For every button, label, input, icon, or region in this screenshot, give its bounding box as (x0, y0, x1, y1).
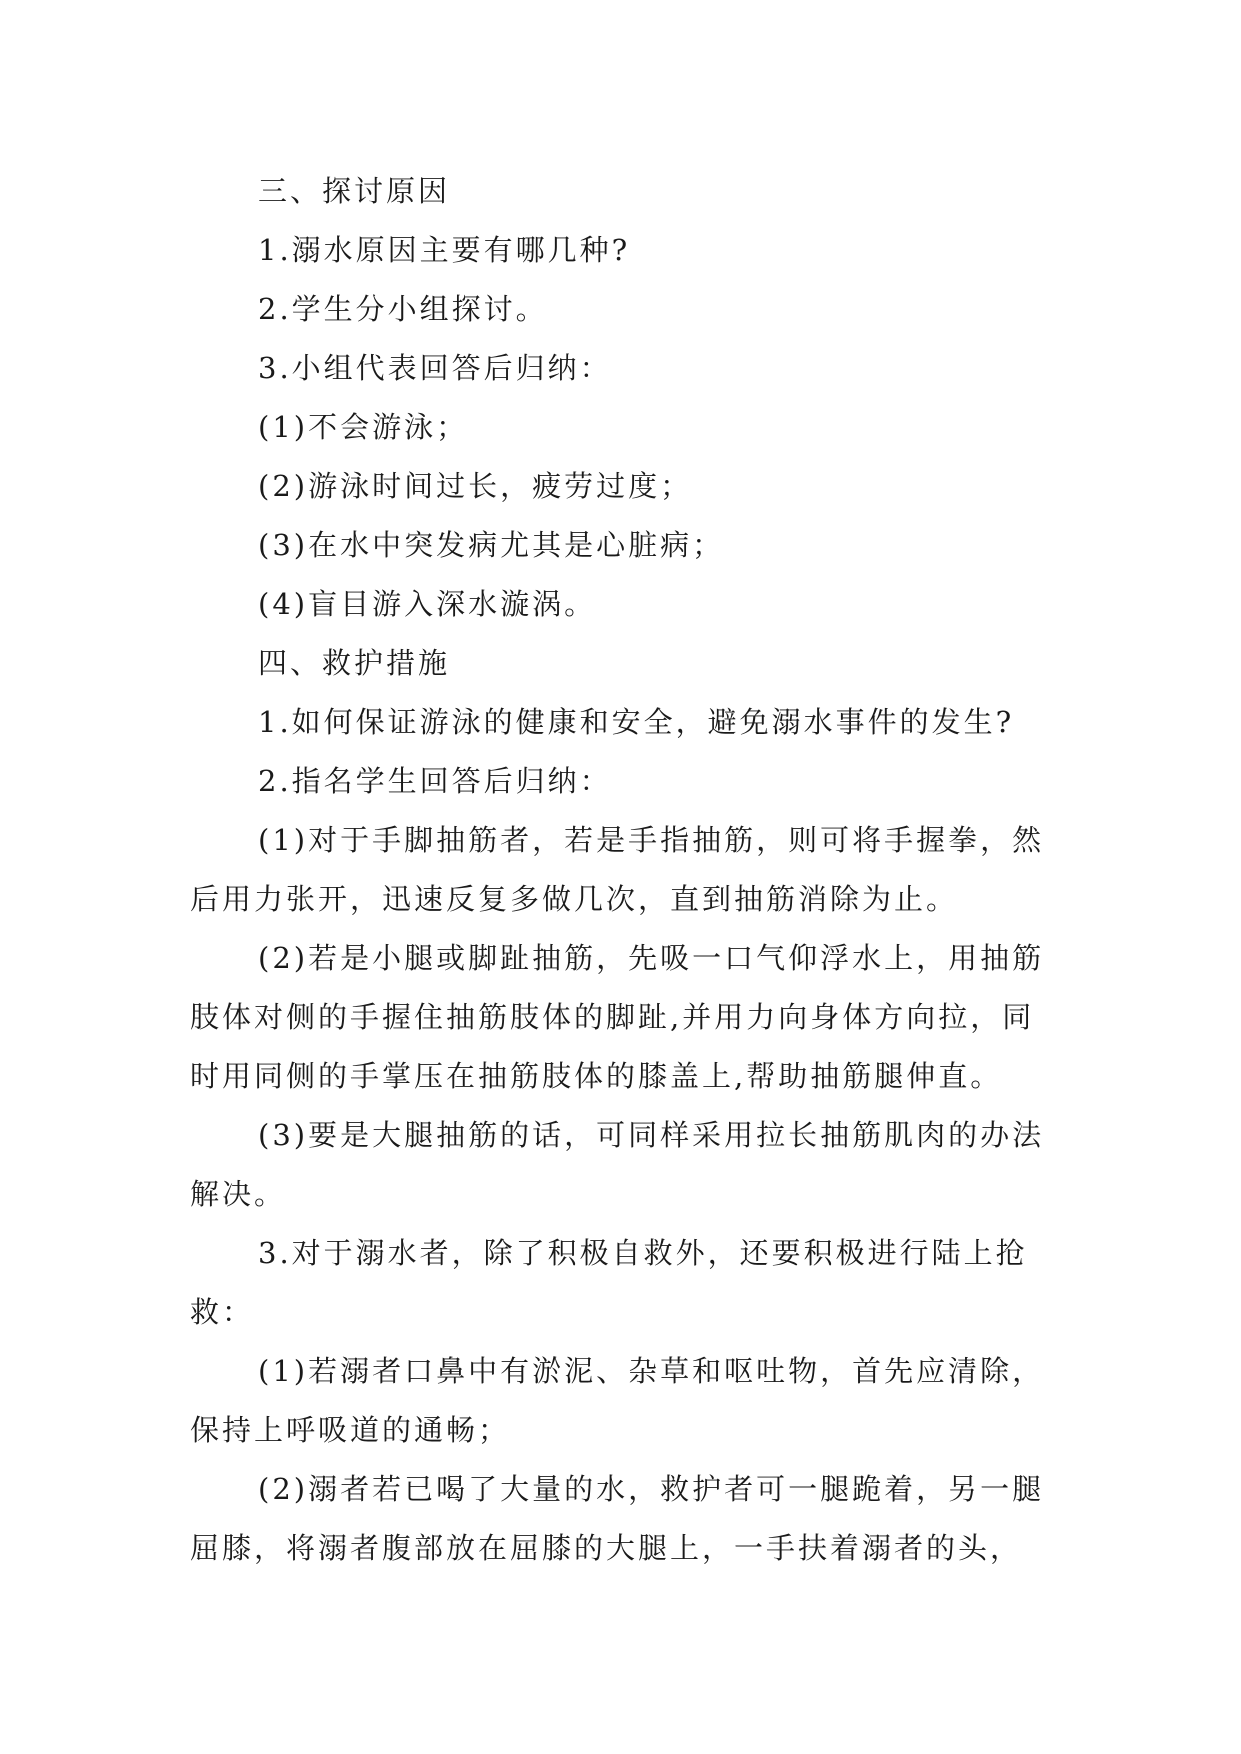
paragraph: 3.小组代表回答后归纳： (258, 351, 612, 385)
paragraph: 2.学生分小组探讨。 (258, 292, 548, 326)
list-item: (4)盲目游入深水漩涡。 (258, 587, 597, 621)
paragraph: 3.对于溺水者，除了积极自救外，还要积极进行陆上抢救： (190, 1236, 1028, 1329)
list-item: (2)若是小腿或脚趾抽筋，先吸一口气仰浮水上，用抽筋肢体对侧的手握住抽筋肢体的脚趾,并用力向身体方向拉，同时用同侧的手掌压在抽筋肢体的膝盖上,帮助抽筋腿伸直。 (190, 941, 1045, 1093)
paragraph: 1.如何保证游泳的健康和安全，避免溺水事件的发生? (258, 705, 1015, 739)
list-item: (3)在水中突发病尤其是心脏病； (258, 528, 725, 562)
list-item: (1)对于手脚抽筋者，若是手指抽筋，则可将手握拳，然后用力张开，迅速反复多做几次，直到抽筋消除为止。 (190, 823, 1045, 916)
list-item: (3)要是大腿抽筋的话，可同样采用拉长抽筋肌肉的办法解决。 (190, 1118, 1045, 1211)
list-item: (2)溺者若已喝了大量的水，救护者可一腿跪着，另一腿屈膝，将溺者腹部放在屈膝的大腿上，一手扶着溺者的头， (190, 1472, 1045, 1565)
list-item: (1)若溺者口鼻中有淤泥、杂草和呕吐物，首先应清除，保持上呼吸道的通畅； (190, 1354, 1045, 1447)
list-item: (2)游泳时间过长，疲劳过度； (258, 469, 693, 503)
section-heading-causes: 三、探讨原因 (258, 174, 451, 208)
section-heading-rescue: 四、救护措施 (258, 646, 451, 680)
paragraph: 1.溺水原因主要有哪几种? (258, 233, 631, 267)
paragraph: 2.指名学生回答后归纳： (258, 764, 612, 798)
document-body (190, 162, 1052, 1578)
list-item: (1)不会游泳； (258, 410, 469, 444)
